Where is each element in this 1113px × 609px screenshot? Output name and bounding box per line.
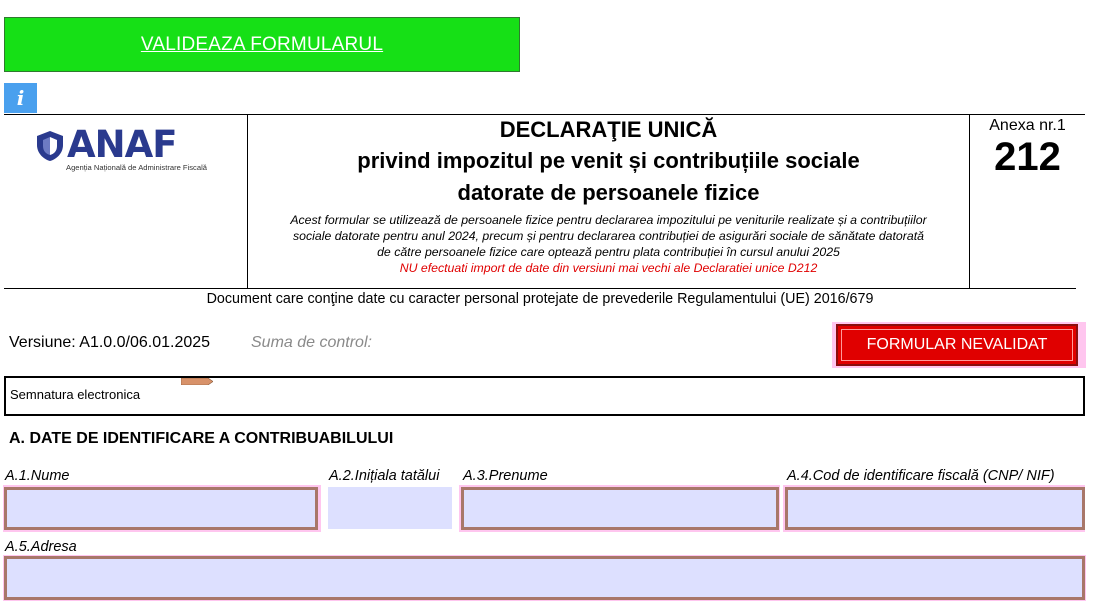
cnp-input[interactable]	[788, 490, 1082, 527]
nume-field-frame	[4, 487, 318, 530]
anaf-logo-subtitle: Agenția Națională de Administrare Fiscală	[66, 163, 207, 172]
section-a-title: A. DATE DE IDENTIFICARE A CONTRIBUABILULUI	[9, 430, 394, 447]
signature-box[interactable]	[4, 376, 1085, 416]
prenume-field-frame	[461, 487, 779, 530]
prenume-label: A.3.Prenume	[463, 468, 548, 484]
version-text: Versiune: A1.0.0/06.01.2025	[9, 334, 211, 351]
form-status-button[interactable]	[836, 324, 1078, 366]
initiala-input[interactable]	[328, 487, 452, 529]
adresa-input[interactable]	[7, 559, 1082, 597]
validate-form-button[interactable]: VALIDEAZA FORMULARUL	[4, 17, 520, 72]
checksum-label: Suma de control:	[251, 334, 372, 351]
form-status-label: FORMULAR NEVALIDAT	[866, 336, 1048, 353]
info-icon[interactable]: i	[4, 83, 37, 113]
adresa-label: A.5.Adresa	[5, 539, 77, 555]
form-description-line-1: Acest formular se utilizează de persoanele fizice pentru declararea impozitului pe veniturile realizate și a contribuțiilor	[290, 213, 927, 227]
anaf-logo-text: ANAF	[67, 123, 177, 166]
initiala-label: A.2.Inițiala tatălui	[329, 468, 440, 484]
nume-input[interactable]	[7, 490, 315, 527]
form-title-line-3: datorate de persoanele fizice	[457, 180, 760, 205]
form-description-line-2: sociale datorate pentru anul 2024, precum și pentru declararea contribuției de asigurări sociale de sănătate datorată	[293, 229, 924, 243]
import-warning: NU efectuati import de date din versiuni mai vechi ale Declaratiei unice D212	[399, 261, 818, 275]
header-bottom-border	[4, 288, 1076, 289]
anaf-shield-icon	[36, 130, 64, 162]
anexa-label: Anexa nr.1	[989, 117, 1066, 134]
gdpr-notice: Document care conţine date cu caracter personal protejate de prevederile Regulamentului (UE) 2016/679	[206, 291, 874, 307]
signature-tag-icon	[181, 378, 213, 385]
nume-label: A.1.Nume	[5, 468, 70, 484]
form-title-line-2: privind impozitul pe venit și contribuțiile sociale	[357, 148, 860, 173]
prenume-input[interactable]	[464, 490, 776, 527]
form-title-line-1: DECLARAŢIE UNICĂ	[499, 117, 718, 142]
anexa-number: 212	[994, 135, 1061, 179]
signature-label: Semnatura electronica	[10, 387, 141, 402]
header-top-border	[4, 114, 1085, 115]
adresa-field-frame	[4, 556, 1085, 600]
cnp-field-frame	[785, 487, 1085, 530]
cnp-label: A.4.Cod de identificare fiscală (CNP/ NIF)	[787, 468, 1055, 484]
form-description-line-3: de către persoanele fizice care optează pentru plata contribuției în cursul anului 2025	[377, 245, 840, 259]
initiala-field-frame	[328, 487, 452, 529]
